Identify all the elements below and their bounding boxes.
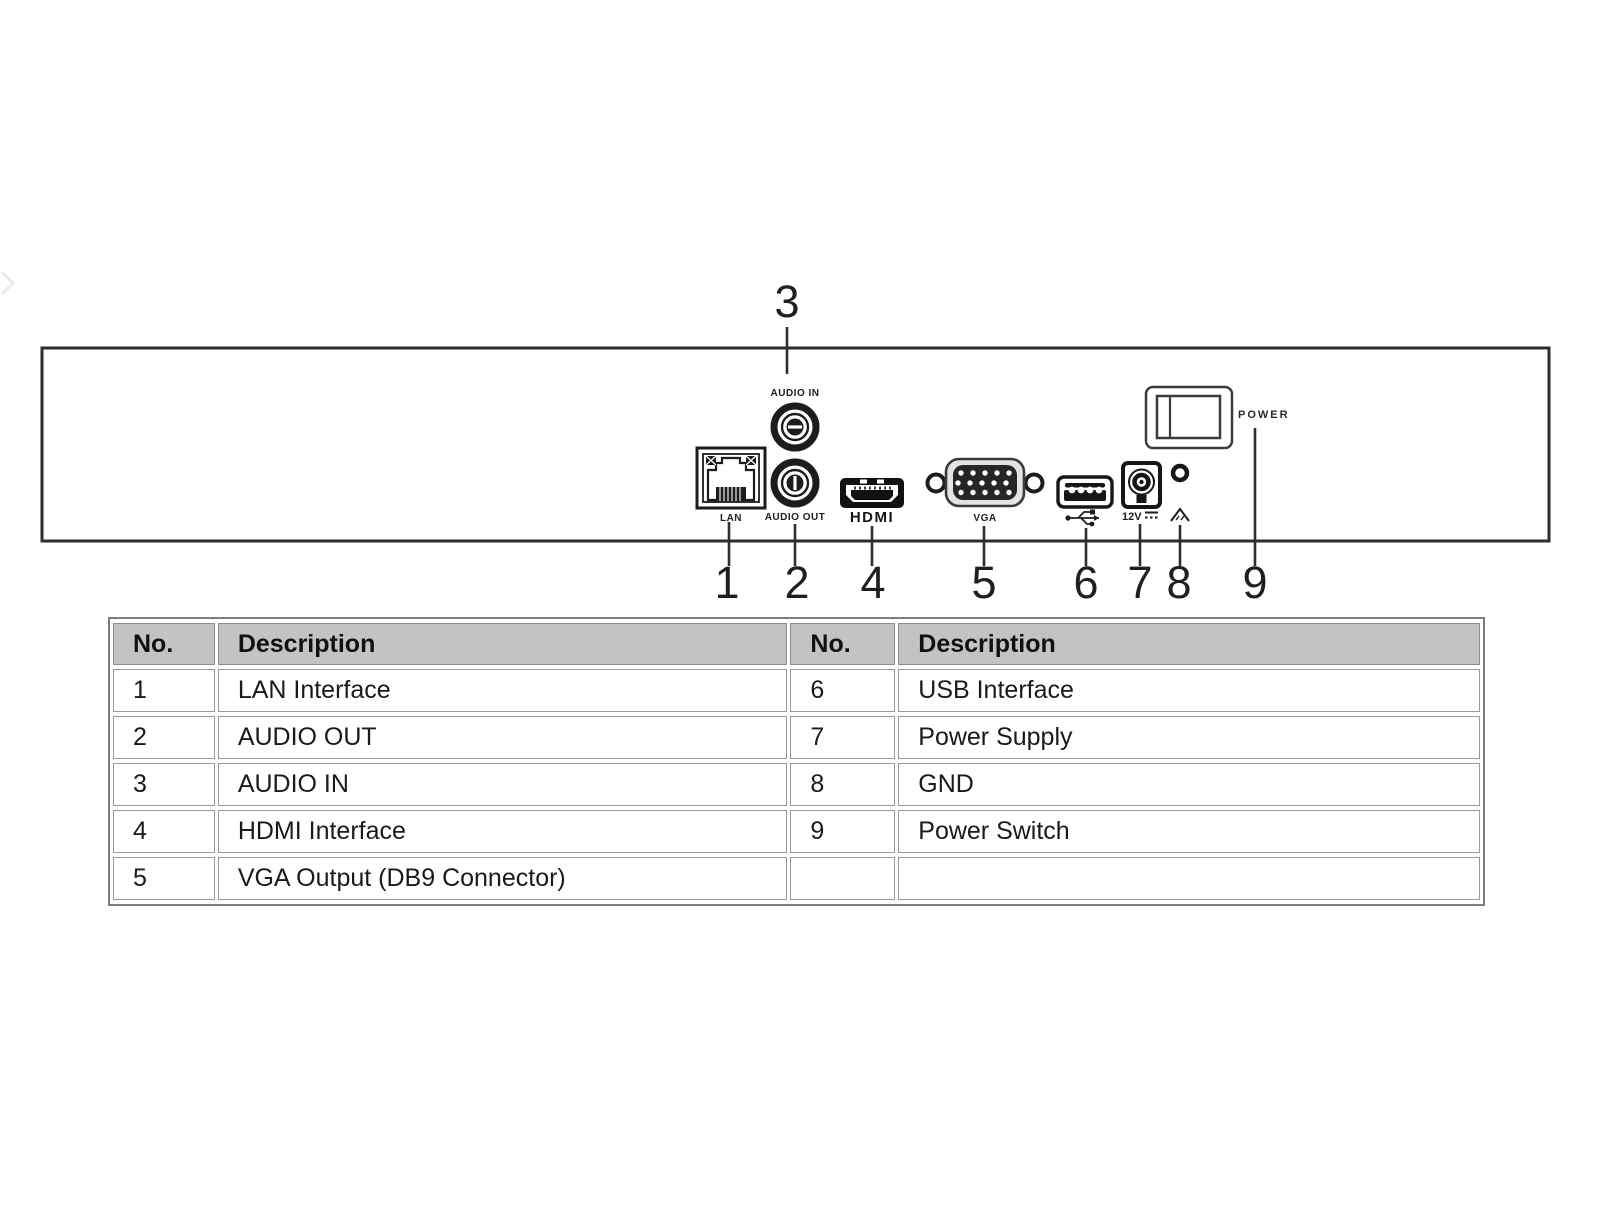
label-power: POWER bbox=[1238, 409, 1290, 421]
label-vga: VGA bbox=[973, 513, 997, 524]
legend-desc: USB Interface bbox=[898, 669, 1480, 712]
col-header-desc-left: Description bbox=[218, 623, 788, 665]
dc-power-jack-icon bbox=[1123, 463, 1160, 507]
col-header-desc-right: Description bbox=[898, 623, 1480, 665]
label-hdmi: HDMI bbox=[849, 509, 895, 526]
callout-1: 1 bbox=[714, 557, 740, 608]
callout-9: 9 bbox=[1242, 557, 1268, 608]
label-lan: LAN bbox=[719, 513, 743, 524]
callout-8: 8 bbox=[1166, 557, 1192, 608]
callout-4: 4 bbox=[860, 557, 886, 608]
legend-table-container bbox=[108, 617, 1485, 906]
legend-no: 8 bbox=[790, 763, 895, 806]
label-audio-out: AUDIO OUT bbox=[764, 512, 826, 523]
legend-row bbox=[113, 669, 1480, 712]
callout-6: 6 bbox=[1073, 557, 1099, 608]
power-switch-icon bbox=[1146, 387, 1232, 448]
legend-row bbox=[113, 857, 1480, 900]
legend-row bbox=[113, 810, 1480, 853]
legend-table bbox=[108, 617, 1485, 906]
legend-no: 6 bbox=[790, 669, 895, 712]
legend-desc: LAN Interface bbox=[218, 669, 788, 712]
callout-3: 3 bbox=[774, 276, 800, 327]
legend-desc: Power Switch bbox=[898, 810, 1480, 853]
legend-no: 2 bbox=[113, 716, 215, 759]
legend-no: 1 bbox=[113, 669, 215, 712]
callout-2: 2 bbox=[784, 557, 810, 608]
legend-desc: AUDIO IN bbox=[218, 763, 788, 806]
legend-desc: GND bbox=[898, 763, 1480, 806]
legend-desc: AUDIO OUT bbox=[218, 716, 788, 759]
label-audio-in: AUDIO IN bbox=[770, 388, 820, 399]
legend-desc: HDMI Interface bbox=[218, 810, 788, 853]
legend-no: 5 bbox=[113, 857, 215, 900]
legend-no: 3 bbox=[113, 763, 215, 806]
callout-5: 5 bbox=[971, 557, 997, 608]
legend-row bbox=[113, 716, 1480, 759]
label-12v: 12V bbox=[1122, 511, 1142, 523]
lan-port-icon bbox=[697, 448, 765, 508]
legend-desc: VGA Output (DB9 Connector) bbox=[218, 857, 788, 900]
legend-row bbox=[113, 763, 1480, 806]
callout-7: 7 bbox=[1127, 557, 1153, 608]
legend-desc: Power Supply bbox=[898, 716, 1480, 759]
faint-chevron-mark bbox=[2, 272, 13, 294]
usb-port-icon bbox=[1058, 477, 1112, 507]
legend-no: 9 bbox=[790, 810, 895, 853]
hdmi-port-icon bbox=[840, 478, 904, 508]
legend-desc bbox=[898, 857, 1480, 900]
legend-no: 4 bbox=[113, 810, 215, 853]
legend-no: 7 bbox=[790, 716, 895, 759]
legend-no bbox=[790, 857, 895, 900]
col-header-no-left: No. bbox=[113, 623, 215, 665]
col-header-no-right: No. bbox=[790, 623, 895, 665]
legend-header-row bbox=[113, 623, 1480, 665]
